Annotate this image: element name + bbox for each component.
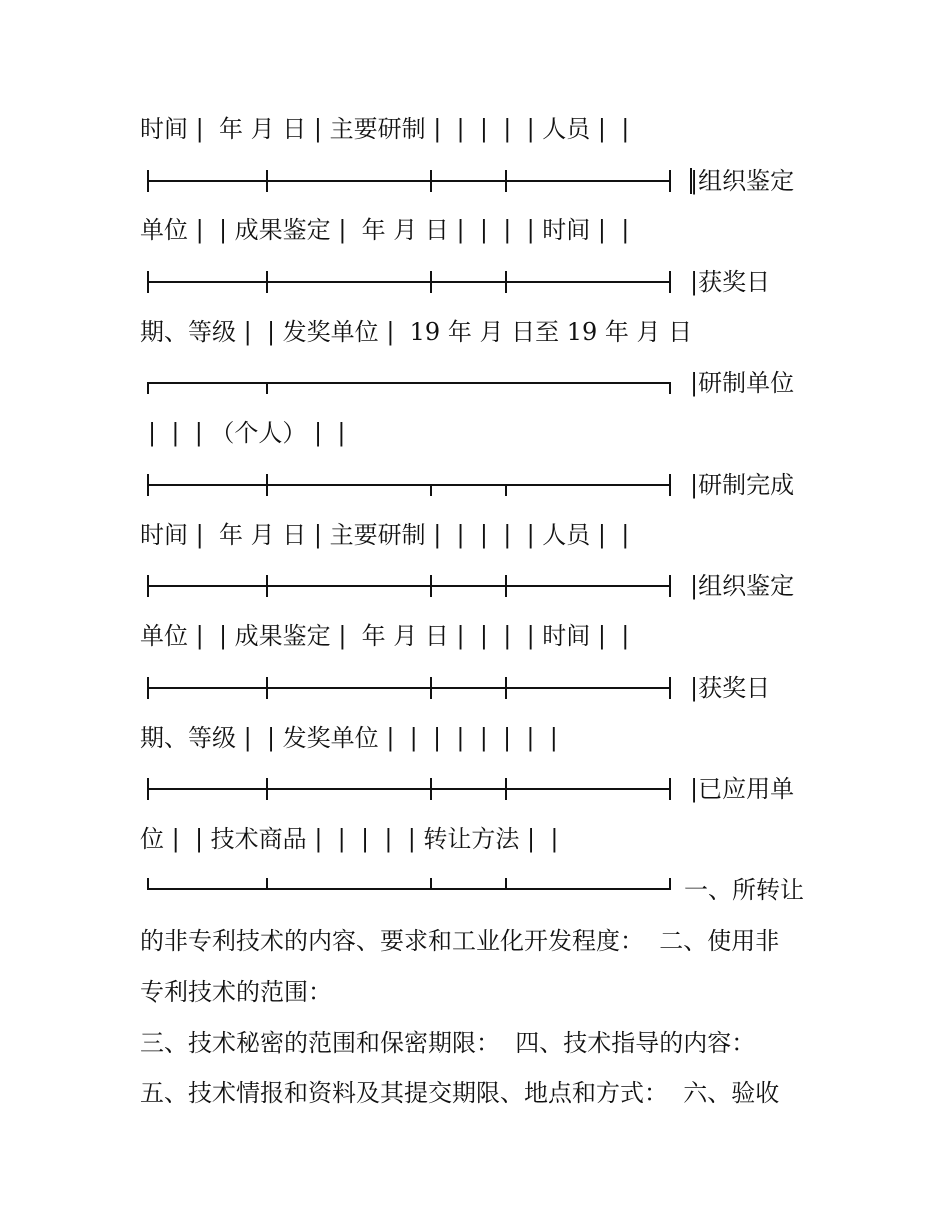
form-text-line-6: 单位 | | 成果鉴定 | 年 月 日 | | | | 时间 | | bbox=[140, 622, 630, 650]
body-paragraph-line-4: 五、技术情报和资料及其提交期限、地点和方式： 六、验收 bbox=[140, 1079, 780, 1107]
rule-label-6: |获奖日 bbox=[690, 674, 771, 702]
rule-label-7: |已应用单 bbox=[690, 775, 795, 803]
rule-label-1: |组织鉴定 bbox=[690, 167, 795, 195]
form-text-line-7: 期、等级 | | 发奖单位 | | | | | | | | bbox=[140, 724, 558, 752]
rule-label-2: |获奖日 bbox=[690, 268, 771, 296]
form-text-line-4: | | | （个人） | | bbox=[148, 419, 346, 447]
rule-label-5: |组织鉴定 bbox=[690, 572, 795, 600]
rule-label-8: 一、所转让 bbox=[684, 876, 804, 904]
form-text-line-8: 位 | | 技术商品 | | | | | 转让方法 | | bbox=[140, 825, 559, 853]
form-text-line-1: 时间 | 年 月 日 | 主要研制 | | | | | 人员 | | bbox=[140, 115, 630, 143]
body-paragraph-line-1: 的非专利技术的内容、要求和工业化开发程度： 二、使用非 bbox=[140, 927, 780, 955]
body-paragraph-line-2: 专利技术的范围： bbox=[140, 978, 332, 1006]
form-text-line-2: 单位 | | 成果鉴定 | 年 月 日 | | | | 时间 | | bbox=[140, 216, 630, 244]
body-paragraph-line-3: 三、技术秘密的范围和保密期限： 四、技术指导的内容： bbox=[140, 1029, 756, 1057]
form-text-line-3: 期、等级 | | 发奖单位 | 19 年 月 日至 19 年 月 日 bbox=[140, 318, 693, 346]
form-text-line-5: 时间 | 年 月 日 | 主要研制 | | | | | 人员 | | bbox=[140, 521, 630, 549]
rule-label-3: |研制单位 bbox=[690, 369, 795, 397]
rule-label-4: |研制完成 bbox=[690, 471, 795, 499]
